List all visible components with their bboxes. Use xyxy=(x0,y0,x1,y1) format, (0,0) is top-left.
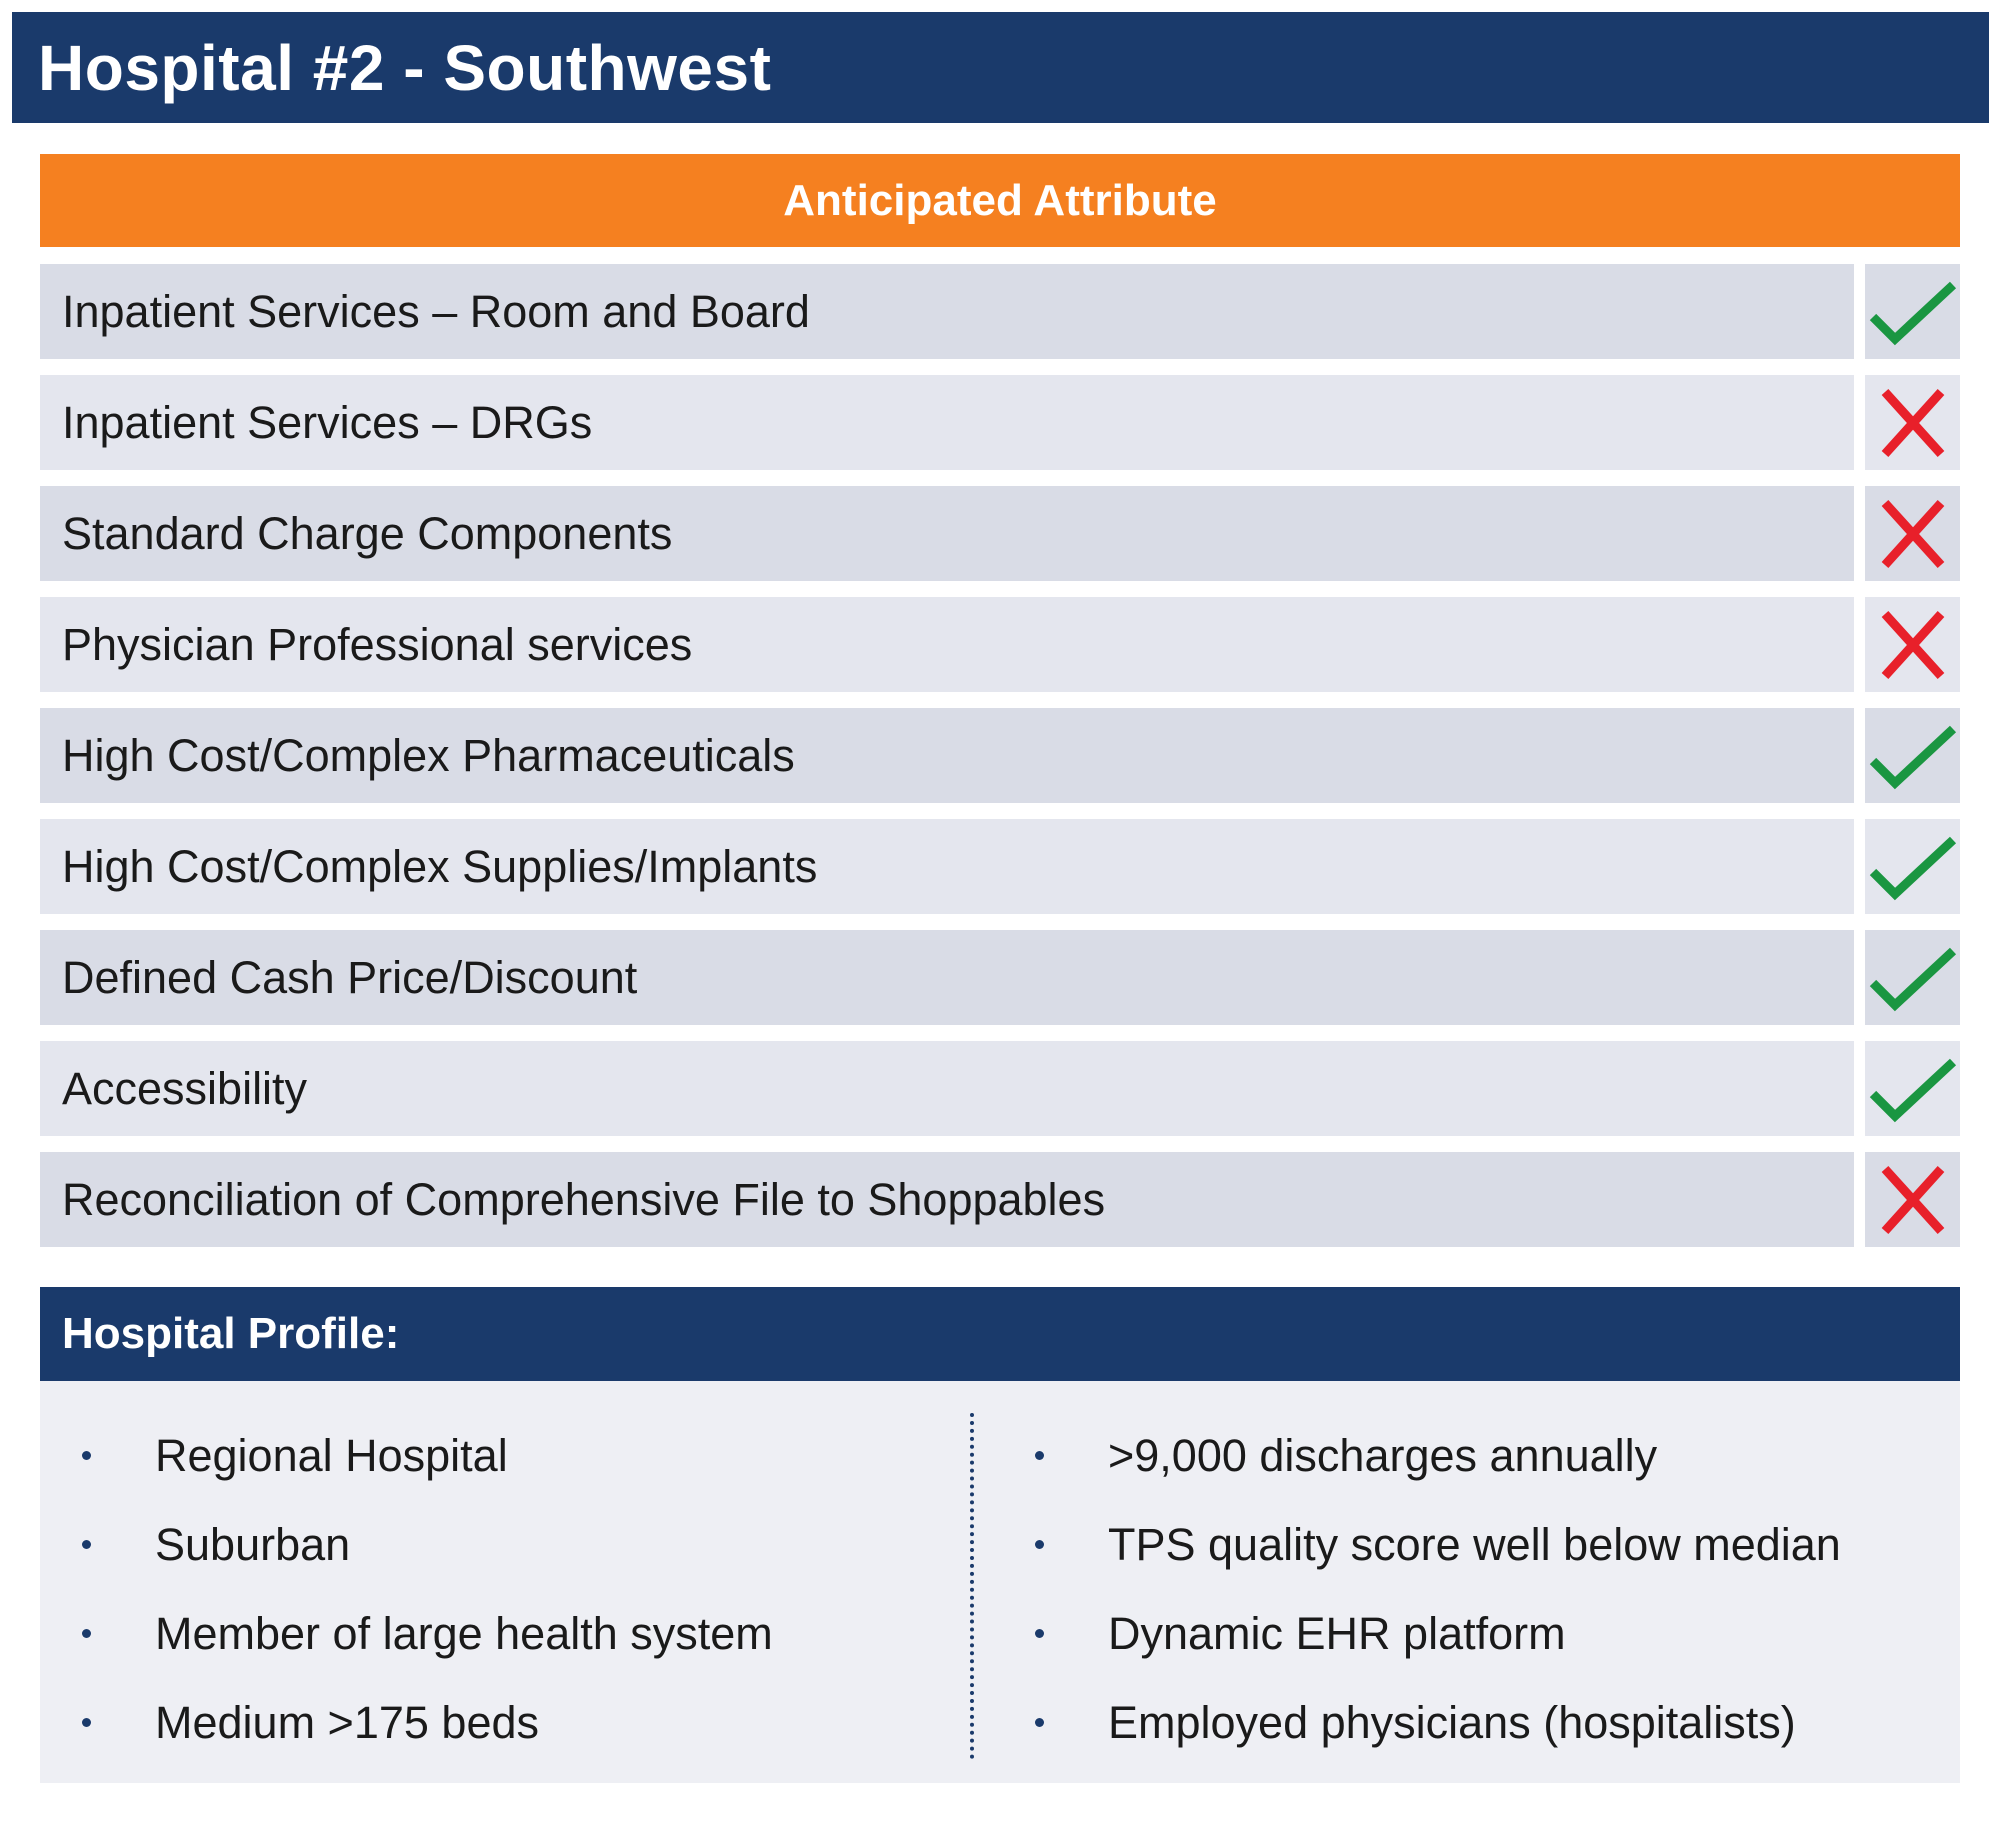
attribute-label: Inpatient Services – DRGs xyxy=(62,396,593,448)
profile-item xyxy=(82,1678,773,1767)
attribute-row xyxy=(40,597,1960,692)
attribute-label: Physician Professional services xyxy=(62,618,693,670)
attribute-label: Reconciliation of Comprehensive File to Shoppables xyxy=(62,1173,1106,1225)
profile-body xyxy=(40,1381,1960,1783)
attribute-row xyxy=(40,819,1960,914)
attribute-label-cell xyxy=(40,486,1854,581)
cross-icon xyxy=(1869,388,1957,458)
attribute-label-cell xyxy=(40,819,1854,914)
check-icon xyxy=(1869,1054,1957,1124)
check-icon xyxy=(1869,721,1957,791)
attribute-row xyxy=(40,375,1960,470)
bullet-icon xyxy=(82,1540,91,1549)
profile-header xyxy=(40,1287,1960,1381)
profile-header-label: Hospital Profile: xyxy=(62,1309,400,1358)
bullet-icon xyxy=(1035,1451,1044,1460)
attribute-label: Inpatient Services – Room and Board xyxy=(62,285,810,337)
profile-item xyxy=(82,1500,773,1589)
attribute-row xyxy=(40,486,1960,581)
bullet-icon xyxy=(1035,1629,1044,1638)
attribute-status-cell xyxy=(1865,930,1960,1025)
attribute-header-label: Anticipated Attribute xyxy=(783,175,1217,225)
attribute-status-cell xyxy=(1865,597,1960,692)
bullet-icon xyxy=(1035,1718,1044,1727)
profile-item-text: Member of large health system xyxy=(155,1607,773,1659)
bullet-icon xyxy=(82,1629,91,1638)
cross-icon xyxy=(1869,610,1957,680)
title-bar xyxy=(12,12,1989,123)
profile-item xyxy=(1035,1589,1841,1678)
cross-icon xyxy=(1869,499,1957,569)
attribute-status-cell xyxy=(1865,264,1960,359)
profile-item-text: Dynamic EHR platform xyxy=(1108,1607,1566,1659)
attribute-status-cell xyxy=(1865,486,1960,581)
attribute-row xyxy=(40,1041,1960,1136)
attribute-label: High Cost/Complex Pharmaceuticals xyxy=(62,729,795,781)
attribute-row xyxy=(40,930,1960,1025)
profile-item xyxy=(82,1411,773,1500)
attribute-label-cell xyxy=(40,375,1854,470)
attribute-label-cell xyxy=(40,930,1854,1025)
attribute-table-header xyxy=(40,154,1960,247)
profile-list-left xyxy=(82,1411,773,1767)
profile-item-text: Regional Hospital xyxy=(155,1429,508,1481)
bullet-icon xyxy=(82,1718,91,1727)
attribute-label-cell xyxy=(40,708,1854,803)
attribute-status-cell xyxy=(1865,375,1960,470)
attribute-label: Accessibility xyxy=(62,1062,308,1114)
profile-item-text: Suburban xyxy=(155,1518,351,1570)
check-icon xyxy=(1869,832,1957,902)
check-icon xyxy=(1869,943,1957,1013)
attribute-status-cell xyxy=(1865,708,1960,803)
attribute-label-cell xyxy=(40,1152,1854,1247)
profile-item xyxy=(1035,1411,1841,1500)
bullet-icon xyxy=(1035,1540,1044,1549)
profile-item xyxy=(1035,1678,1841,1767)
profile-list-right xyxy=(1035,1411,1841,1767)
attribute-status-cell xyxy=(1865,1152,1960,1247)
profile-item-text: Employed physicians (hospitalists) xyxy=(1108,1696,1796,1748)
attribute-label-cell xyxy=(40,597,1854,692)
check-icon xyxy=(1869,277,1957,347)
attribute-row xyxy=(40,1152,1960,1247)
attribute-table xyxy=(40,264,1960,1263)
profile-item xyxy=(82,1589,773,1678)
attribute-label-cell xyxy=(40,264,1854,359)
profile-item-text: TPS quality score well below median xyxy=(1108,1518,1841,1570)
attribute-status-cell xyxy=(1865,1041,1960,1136)
attribute-label: High Cost/Complex Supplies/Implants xyxy=(62,840,818,892)
attribute-status-cell xyxy=(1865,819,1960,914)
attribute-label-cell xyxy=(40,1041,1854,1136)
bullet-icon xyxy=(82,1451,91,1460)
column-divider xyxy=(970,1413,974,1759)
profile-item-text: >9,000 discharges annually xyxy=(1108,1429,1658,1481)
profile-item xyxy=(1035,1500,1841,1589)
cross-icon xyxy=(1869,1165,1957,1235)
attribute-label: Standard Charge Components xyxy=(62,507,673,559)
profile-item-text: Medium >175 beds xyxy=(155,1696,539,1748)
page-title: Hospital #2 - Southwest xyxy=(38,31,772,104)
attribute-label: Defined Cash Price/Discount xyxy=(62,951,638,1003)
attribute-row xyxy=(40,708,1960,803)
attribute-row xyxy=(40,264,1960,359)
